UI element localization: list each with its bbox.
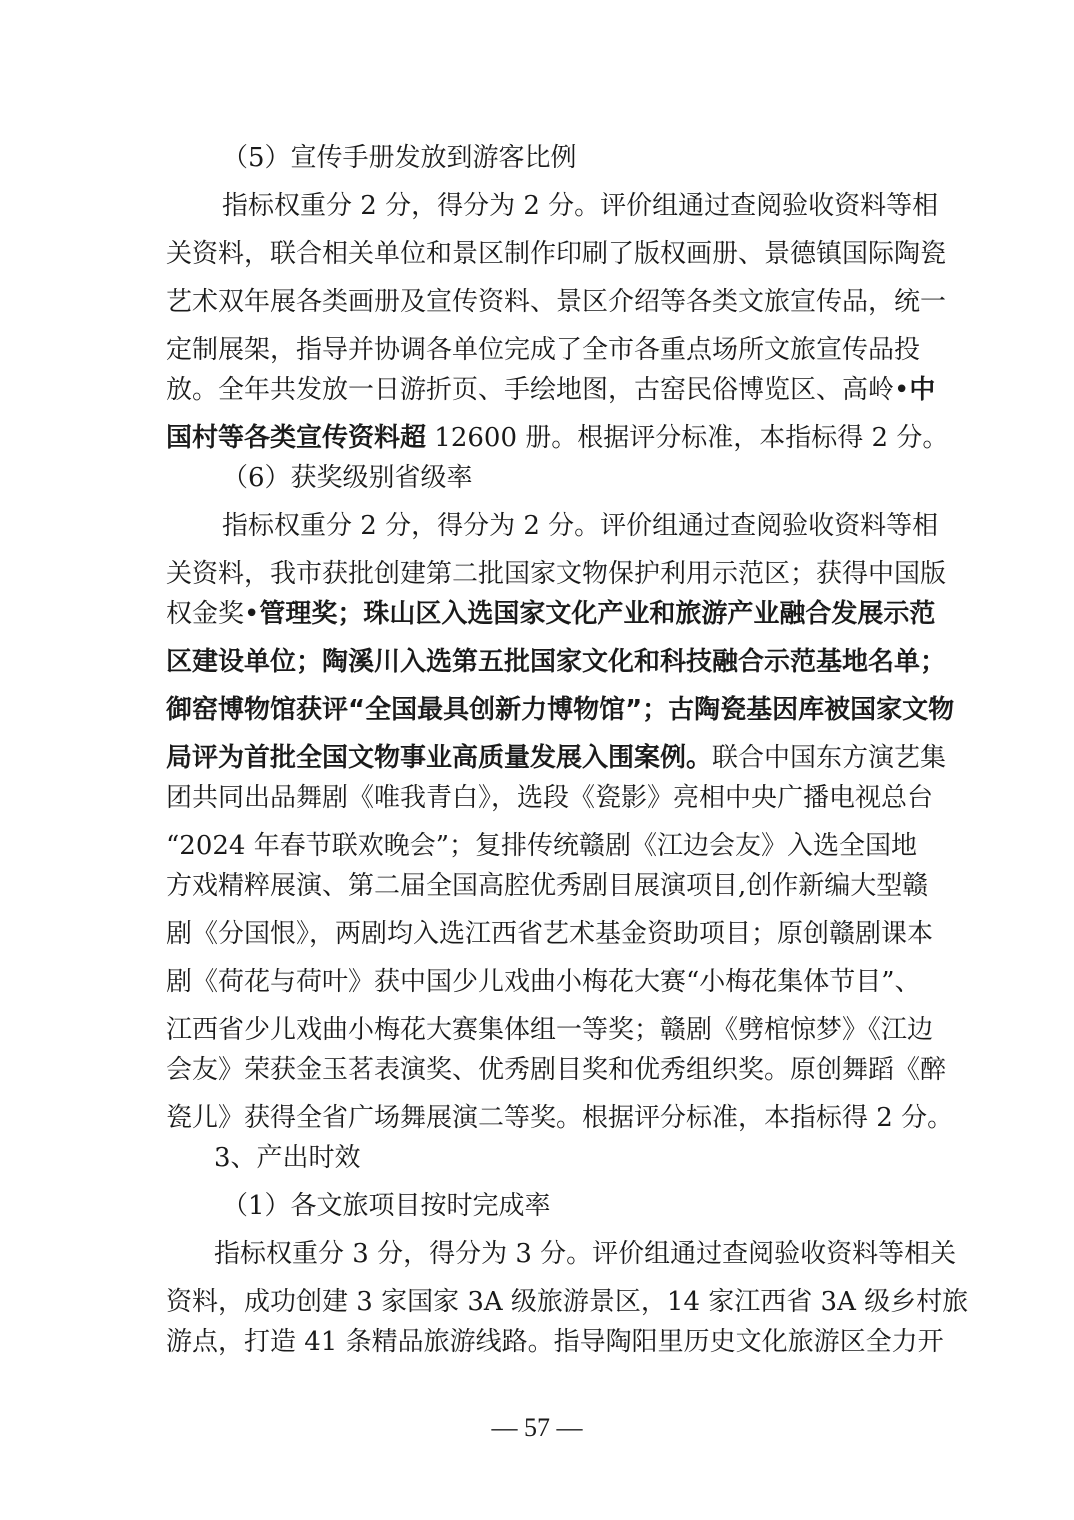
paragraph-line: [166, 282, 947, 322]
paragraph-line: [166, 554, 947, 594]
subsection-heading: [166, 1186, 912, 1226]
paragraph-line: [166, 418, 949, 458]
line-text: 指标权重分 3 分，得分为 3 分。评价组通过查阅验收资料等相关: [214, 1239, 957, 1269]
bold-text: 国村等各类宣传资料超: [166, 423, 427, 453]
bold-text: 区建设单位；陶溪川入选第五批国家文化和科技融合示范基地名单；: [166, 647, 947, 677]
line-text: 联合中国东方演艺集: [712, 743, 947, 773]
bold-text: 御窑博物馆获评“全国最具创新力博物馆”；古陶瓷基因库被国家文物: [166, 695, 955, 725]
paragraph-line: [166, 914, 934, 954]
paragraph-line: [166, 826, 918, 866]
line-text: 团共同出品舞剧《唯我青白》，选段《瓷影》亮相中央广播电视总台: [166, 783, 934, 813]
bold-text: 管理奖；珠山区入选国家文化产业和旅游产业融合发展示范: [259, 599, 936, 629]
paragraph-line: [166, 234, 947, 274]
heading-6: [166, 458, 912, 498]
line-text: 游点，打造 41 条精品旅游线路。指导陶阳里历史文化旅游区全力开: [166, 1327, 944, 1357]
paragraph-line: [166, 330, 921, 370]
heading-text: 3、产出时效: [214, 1143, 361, 1173]
paragraph-line: [166, 1050, 947, 1090]
paragraph-line: [166, 594, 936, 634]
paragraph-line: [166, 1322, 944, 1362]
paragraph-line: [166, 738, 947, 778]
heading-text: （6）获奖级别省级率: [222, 463, 473, 493]
line-text: 12600 册。根据评分标准，本指标得 2 分。: [426, 423, 949, 453]
paragraph-line: [166, 186, 939, 226]
line-text: 资料，成功创建 3 家国家 3A 级旅游景区，14 家江西省 3A 级乡村旅: [166, 1287, 969, 1317]
page-number: — 57 —: [491, 1413, 583, 1442]
bold-text: 局评为首批全国文物事业高质量发展入围案例。: [166, 743, 713, 773]
line-text: 会友》荣获金玉茗表演奖、优秀剧目奖和优秀组织奖。原创舞蹈《醉: [166, 1055, 947, 1085]
line-text: 方戏精粹展演、第二届全国高腔优秀剧目展演项目,创作新编大型赣: [166, 871, 929, 901]
paragraph-line: [166, 506, 939, 546]
line-text: 剧《分国恨》，两剧均入选江西省艺术基金资助项目；原创赣剧课本: [166, 919, 934, 949]
paragraph-line: [166, 370, 936, 410]
paragraph-line: [166, 1010, 934, 1050]
line-text: 艺术双年展各类画册及宣传资料、景区介绍等各类文旅宣传品，统一: [166, 287, 947, 317]
line-text: “2024 年春节联欢晚会”；复排传统赣剧《江边会友》入选全国地: [166, 831, 918, 861]
line-text: 关资料，联合相关单位和景区制作印刷了版权画册、景德镇国际陶瓷: [166, 239, 947, 269]
paragraph-line: [166, 962, 921, 1002]
paragraph-line: [166, 1282, 969, 1322]
paragraph-line: [166, 642, 947, 682]
line-text: 关资料，我市获批创建第二批国家文物保护利用示范区；获得中国版: [166, 559, 947, 589]
heading-text: （1）各文旅项目按时完成率: [222, 1191, 551, 1221]
heading-5: [166, 138, 912, 178]
bold-text: 中: [909, 375, 936, 405]
line-text: 指标权重分 2 分，得分为 2 分。评价组通过查阅验收资料等相: [222, 191, 939, 221]
paragraph-line: [166, 1098, 954, 1138]
line-text: 放。全年共发放一日游折页、手绘地图，古窑民俗博览区、高岭•: [166, 375, 910, 405]
line-text: 瓷儿》获得全省广场舞展演二等奖。根据评分标准，本指标得 2 分。: [166, 1103, 954, 1133]
paragraph-line: [166, 690, 955, 730]
heading-text: （5）宣传手册发放到游客比例: [222, 143, 577, 173]
line-text: 指标权重分 2 分，得分为 2 分。评价组通过查阅验收资料等相: [222, 511, 939, 541]
line-text: 剧《荷花与荷叶》获中国少儿戏曲小梅花大赛“小梅花集体节目”、: [166, 967, 921, 997]
line-text: 江西省少儿戏曲小梅花大赛集体组一等奖；赣剧《劈棺惊梦》《江边: [166, 1015, 934, 1045]
paragraph-line: [166, 1234, 957, 1274]
line-text: 权金奖•: [166, 599, 260, 629]
line-text: 定制展架，指导并协调各单位完成了全市各重点场所文旅宣传品投: [166, 335, 921, 365]
paragraph-line: [166, 778, 934, 818]
paragraph-line: [166, 866, 929, 906]
section-heading: [166, 1138, 912, 1178]
